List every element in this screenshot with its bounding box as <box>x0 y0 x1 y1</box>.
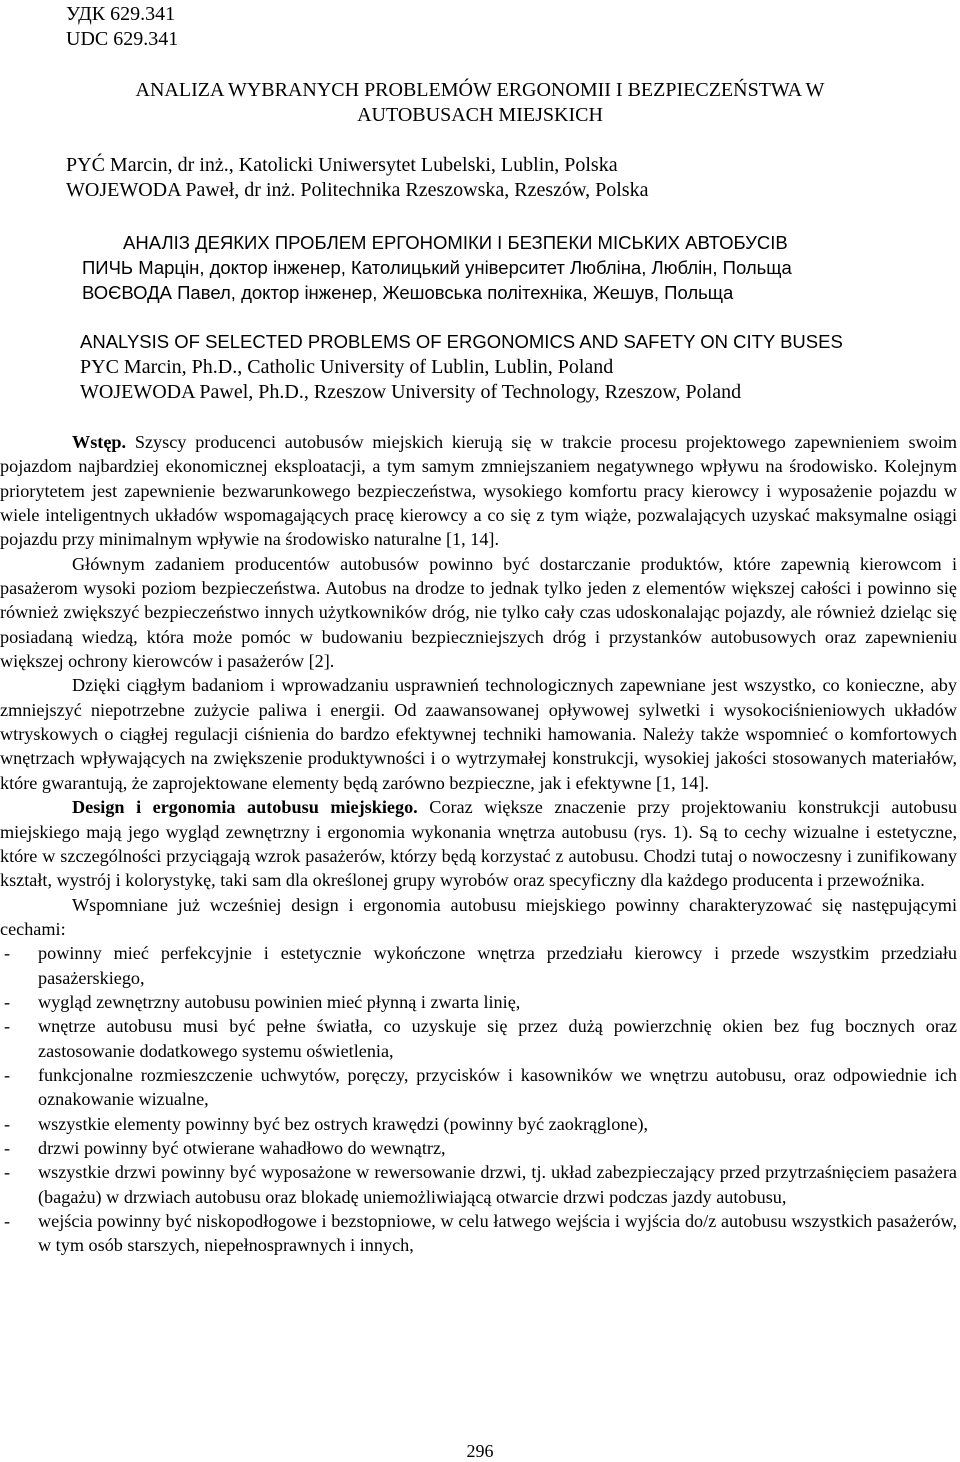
list-item <box>0 1136 957 1160</box>
udc-code: UDC 629.341 <box>66 28 179 50</box>
paragraph-5: Wspomniane już wcześniej design i ergonomia autobusu miejskiego powinny charakteryzować się następującymi cechami: <box>0 894 957 939</box>
author-polish-1: PYĆ Marcin, dr inż., Katolicki Uniwersytet Lubelski, Lublin, Polska <box>66 154 618 176</box>
title-polish-line-1: ANALIZA WYBRANYCH PROBLEMÓW ERGONOMII I BEZPIECZEŃSTWA W <box>135 79 825 101</box>
heading-introduction: Wstęp. <box>72 432 127 452</box>
list-item-text: funkcjonalne rozmieszczenie uchwytów, poręczy, przycisków i kasowników we wnętrzu autobusu, oraz odpowiednie ich oznakowanie wizualne, <box>38 1064 957 1110</box>
list-item <box>0 1160 957 1209</box>
list-dash: - <box>4 1064 11 1085</box>
paragraph-3: Dzięki ciągłym badaniom i wprowadzaniu usprawnień technologicznych zapewniane jest wszystko, co konieczne, aby zmniejszyć niepotrzebne zużycie paliwa i energii. Od zaawansowanej opływowej sylwetki i wysokociśnieniowych układów wtryskowych o ciągłej regulacji ciśnienia do bardzo efektywnej techniki hamowania. Należy także wspomnieć o komfortowych wnętrzach wpływających na zwiększenie produktywności i o wytrzymałej konstrukcji, wysokiej jakości stosowanych materiałów, które gwarantują, że zaprojektowane elementy będą zarówno bezpieczne, jak i efektywne [1, 14]. <box>0 675 957 793</box>
list-item-text: wejścia powinny być niskopodłogowe i bezstopniowe, w celu łatwego wejścia i wyjścia do/z autobusu wszystkich pasażerów, w tym osób starszych, niepełnosprawnych i innych, <box>38 1211 957 1256</box>
list-item-text: wnętrze autobusu musi być pełne światła, co uzyskuje się przez dużą powierzchnię okien bez fug bocznych oraz zastosowanie dodatkowego systemu oświetlenia, <box>38 1016 957 1061</box>
list-item <box>0 1209 957 1258</box>
paragraph-2: Głównym zadaniem producentów autobusów powinno być dostarczanie produktów, które zapewnią kierowcom i pasażerom wysoki poziom bezpieczeństwa. Autobus na drodze to jednak tylko jeden z elementów większej całości i powinno się również zwiększyć bezpieczeństwo innych użytkowników dróg, nie tylko cały czas udoskonalając pojazdy, ale również dzieląc się posiadaną wiedzą, która może pomóc w budowaniu bezpieczniejszych dróg i przystanków autobusowych oraz zapewnieniu większej ochrony kierowców i pasażerów [2]. <box>0 553 957 672</box>
list-item <box>0 990 957 1014</box>
heading-design: Design i ergonomia autobusu miejskiego. <box>72 797 418 818</box>
list-item <box>0 1063 957 1112</box>
list-dash: - <box>4 1016 11 1037</box>
paragraph-introduction <box>0 430 957 552</box>
author-ukrainian-1: ПИЧЬ Марцін, доктор інженер, Католицький університет Любліна, Люблін, Польща <box>82 257 792 278</box>
paragraph-design <box>0 795 957 892</box>
paragraph-introduction-text: Szyscy producenci autobusów miejskich kierują się w trakcie procesu projektowego zapewnieniem swoim pojazdom najbardziej ekonomicznej eksploatacji, a tym samym zmniejszaniem negatywnego wpływu na środowisko. Kolejnym priorytetem jest zapewnienie bezwarunkowego bezpieczeństwa, wysokiego komfortu pracy kierowcy i wyposażenie pojazdu w wiele inteligentnych układów wspomagających pracę kierowcy a co się z tym wiąże, pozwalających uzyskać maksymalne osiągi pojazdu przy minimalnym wpływie na środowisko naturalne [1, 14]. <box>0 432 957 550</box>
list-item-text: wszystkie elementy powinny być bez ostrych krawędzi (powinny być zaokrąglone), <box>38 1113 649 1134</box>
list-dash: - <box>4 1162 11 1183</box>
author-english-2: WOJEWODA Pawel, Ph.D., Rzeszow University of Technology, Rzeszow, Poland <box>80 381 742 403</box>
list-dash: - <box>4 991 11 1012</box>
list-dash: - <box>4 1137 11 1158</box>
list-dash: - <box>4 1211 11 1231</box>
list-dash: - <box>4 1113 11 1134</box>
udk-code: УДК 629.341 <box>66 3 176 25</box>
title-polish-line-2: AUTOBUSACH MIEJSKICH <box>357 104 603 126</box>
paragraph-design-text: Coraz większe znaczenie przy projektowaniu konstrukcji autobusu miejskiego mają jego wygląd zewnętrzny i ergonomia wykonania wnętrza autobusu (rys. 1). Są to cechy wizualne i estetyczne, które w szczególności przyciągają wzrok pasażerów, którzy będą korzystać z autobusu. Chodzi tutaj o nowoczesny i zunifikowany kształt, wystrój i kolorystykę, taki sam dla określonej grupy wyrobów oraz specyficzny dla każdego producenta i przewoźnika. <box>0 797 958 891</box>
list-dash: - <box>4 943 11 964</box>
title-ukrainian: АНАЛІЗ ДЕЯКИХ ПРОБЛЕМ ЕРГОНОМІКИ І БЕЗПЕКИ МІСЬКИХ АВТОБУСІВ <box>123 232 788 253</box>
author-english-1: PYC Marcin, Ph.D., Catholic University of Lublin, Lublin, Poland <box>80 356 614 378</box>
list-item <box>0 1014 957 1063</box>
author-ukrainian-2: ВОЄВОДА Павел, доктор інженер, Жешовська політехніка, Жешув, Польща <box>82 282 734 303</box>
article-body <box>0 430 957 1258</box>
author-polish-2: WOJEWODA Paweł, dr inż. Politechnika Rzeszowska, Rzeszów, Polska <box>66 179 649 201</box>
features-list <box>0 941 957 1257</box>
list-item-text: drzwi powinny być otwierane wahadłowo do wewnątrz, <box>38 1137 446 1158</box>
title-english: ANALYSIS OF SELECTED PROBLEMS OF ERGONOMICS AND SAFETY ON CITY BUSES <box>80 331 843 352</box>
list-item <box>0 1112 957 1136</box>
list-item-text: wygląd zewnętrzny autobusu powinien mieć płynną i zwarta linię, <box>38 991 521 1012</box>
page-number: 296 <box>466 1441 494 1461</box>
list-item-text: powinny mieć perfekcyjnie i estetycznie wykończone wnętrza przedziału kierowcy i przede wszystkim przedziału pasażerskiego, <box>38 943 957 988</box>
list-item <box>0 941 957 990</box>
list-item-text: wszystkie drzwi powinny być wyposażone w rewersowanie drzwi, tj. układ zabezpieczający przed przytrzaśnięciem pasażera (bagażu) w drzwiach autobusu oraz blokadę uniemożliwiającą otwarcie drzwi podczas jazdy autobusu, <box>38 1162 957 1207</box>
